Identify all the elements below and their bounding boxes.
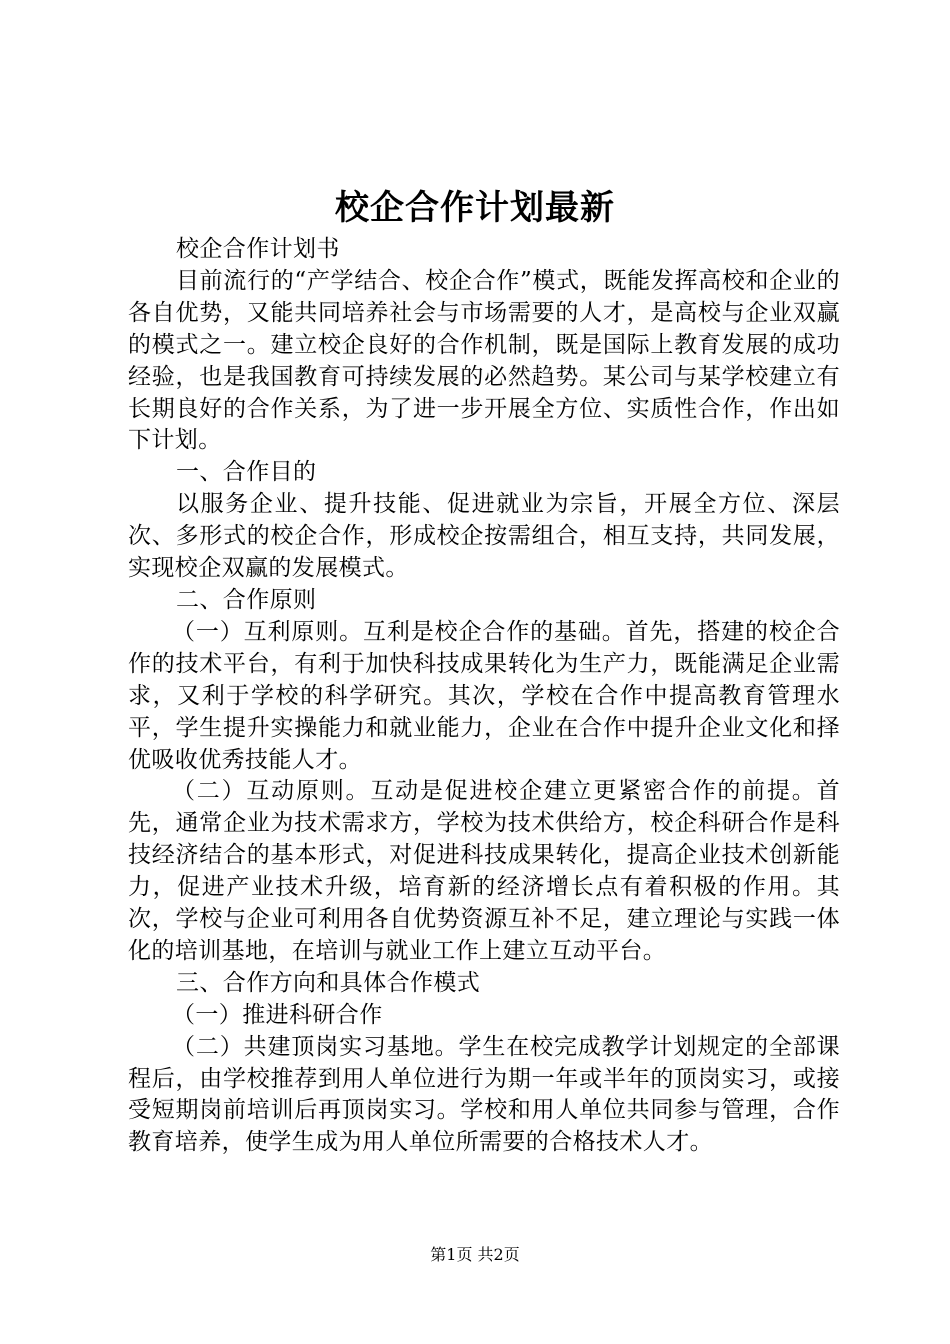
section-heading-principles: 二、合作原则 (176, 586, 317, 613)
paragraph-interaction: （二）互动原则。互动是促进校企建立更紧密合作的前提。首先，通常企业为技术需求方，学校为技术供给方，校企科研合作是科技经济结合的基本形式，对促进科技成果转化，提高企业技术创新能力，促进产业技术升级，培育新的经济增长点有着积极的作用。其次，学校与企业可利用各自优势资源互补不足，建立理论与实践一体化的培训基地，在培训与就业工作上建立互动平台。 (128, 778, 840, 964)
document-title: 校企合作计划最新 (335, 188, 615, 228)
document-body (128, 234, 840, 1159)
section-heading-purpose: 一、合作目的 (176, 459, 317, 486)
section-heading-directions: 三、合作方向和具体合作模式 (176, 969, 481, 996)
paragraph-plan-name: 校企合作计划书 (176, 236, 340, 262)
subheading-research: （一）推进科研合作 (172, 1001, 383, 1028)
paragraph-internship-base: （二）共建顶岗实习基地。学生在校完成教学计划规定的全部课程后，由学校推荐到用人单位进行为期一年或半年的顶岗实习，或接受短期岗前培训后再顶岗实习。学校和用人单位共同参与管理，合作教育培养，使学生成为用人单位所需要的合格技术人才。 (128, 1033, 840, 1156)
paragraph-mutual-benefit: （一）互利原则。互利是校企合作的基础。首先，搭建的校企合作的技术平台，有利于加快科技成果转化为生产力，既能满足企业需求，又利于学校的科学研究。其次，学校在合作中提高教育管理水平，学生提升实操能力和就业能力，企业在合作中提升企业文化和择优吸收优秀技能人才。 (128, 618, 840, 773)
page-footer: 第1页 共2页 (430, 1245, 520, 1264)
paragraph-purpose: 以服务企业、提升技能、促进就业为宗旨，开展全方位、深层次、多形式的校企合作，形成校企按需组合，相互支持，共同发展，实现校企双赢的发展模式。 (128, 491, 840, 582)
paragraph-intro: 目前流行的“产学结合、校企合作”模式，既能发挥高校和企业的各自优势，又能共同培养社会与市场需要的人才，是高校与企业双赢的模式之一。建立校企良好的合作机制，既是国际上教育发展的成功经验，也是我国教育可持续发展的必然趋势。某公司与某学校建立有长期良好的合作关系，为了进一步开展全方位、实质性合作，作出如下计划。 (128, 267, 840, 454)
